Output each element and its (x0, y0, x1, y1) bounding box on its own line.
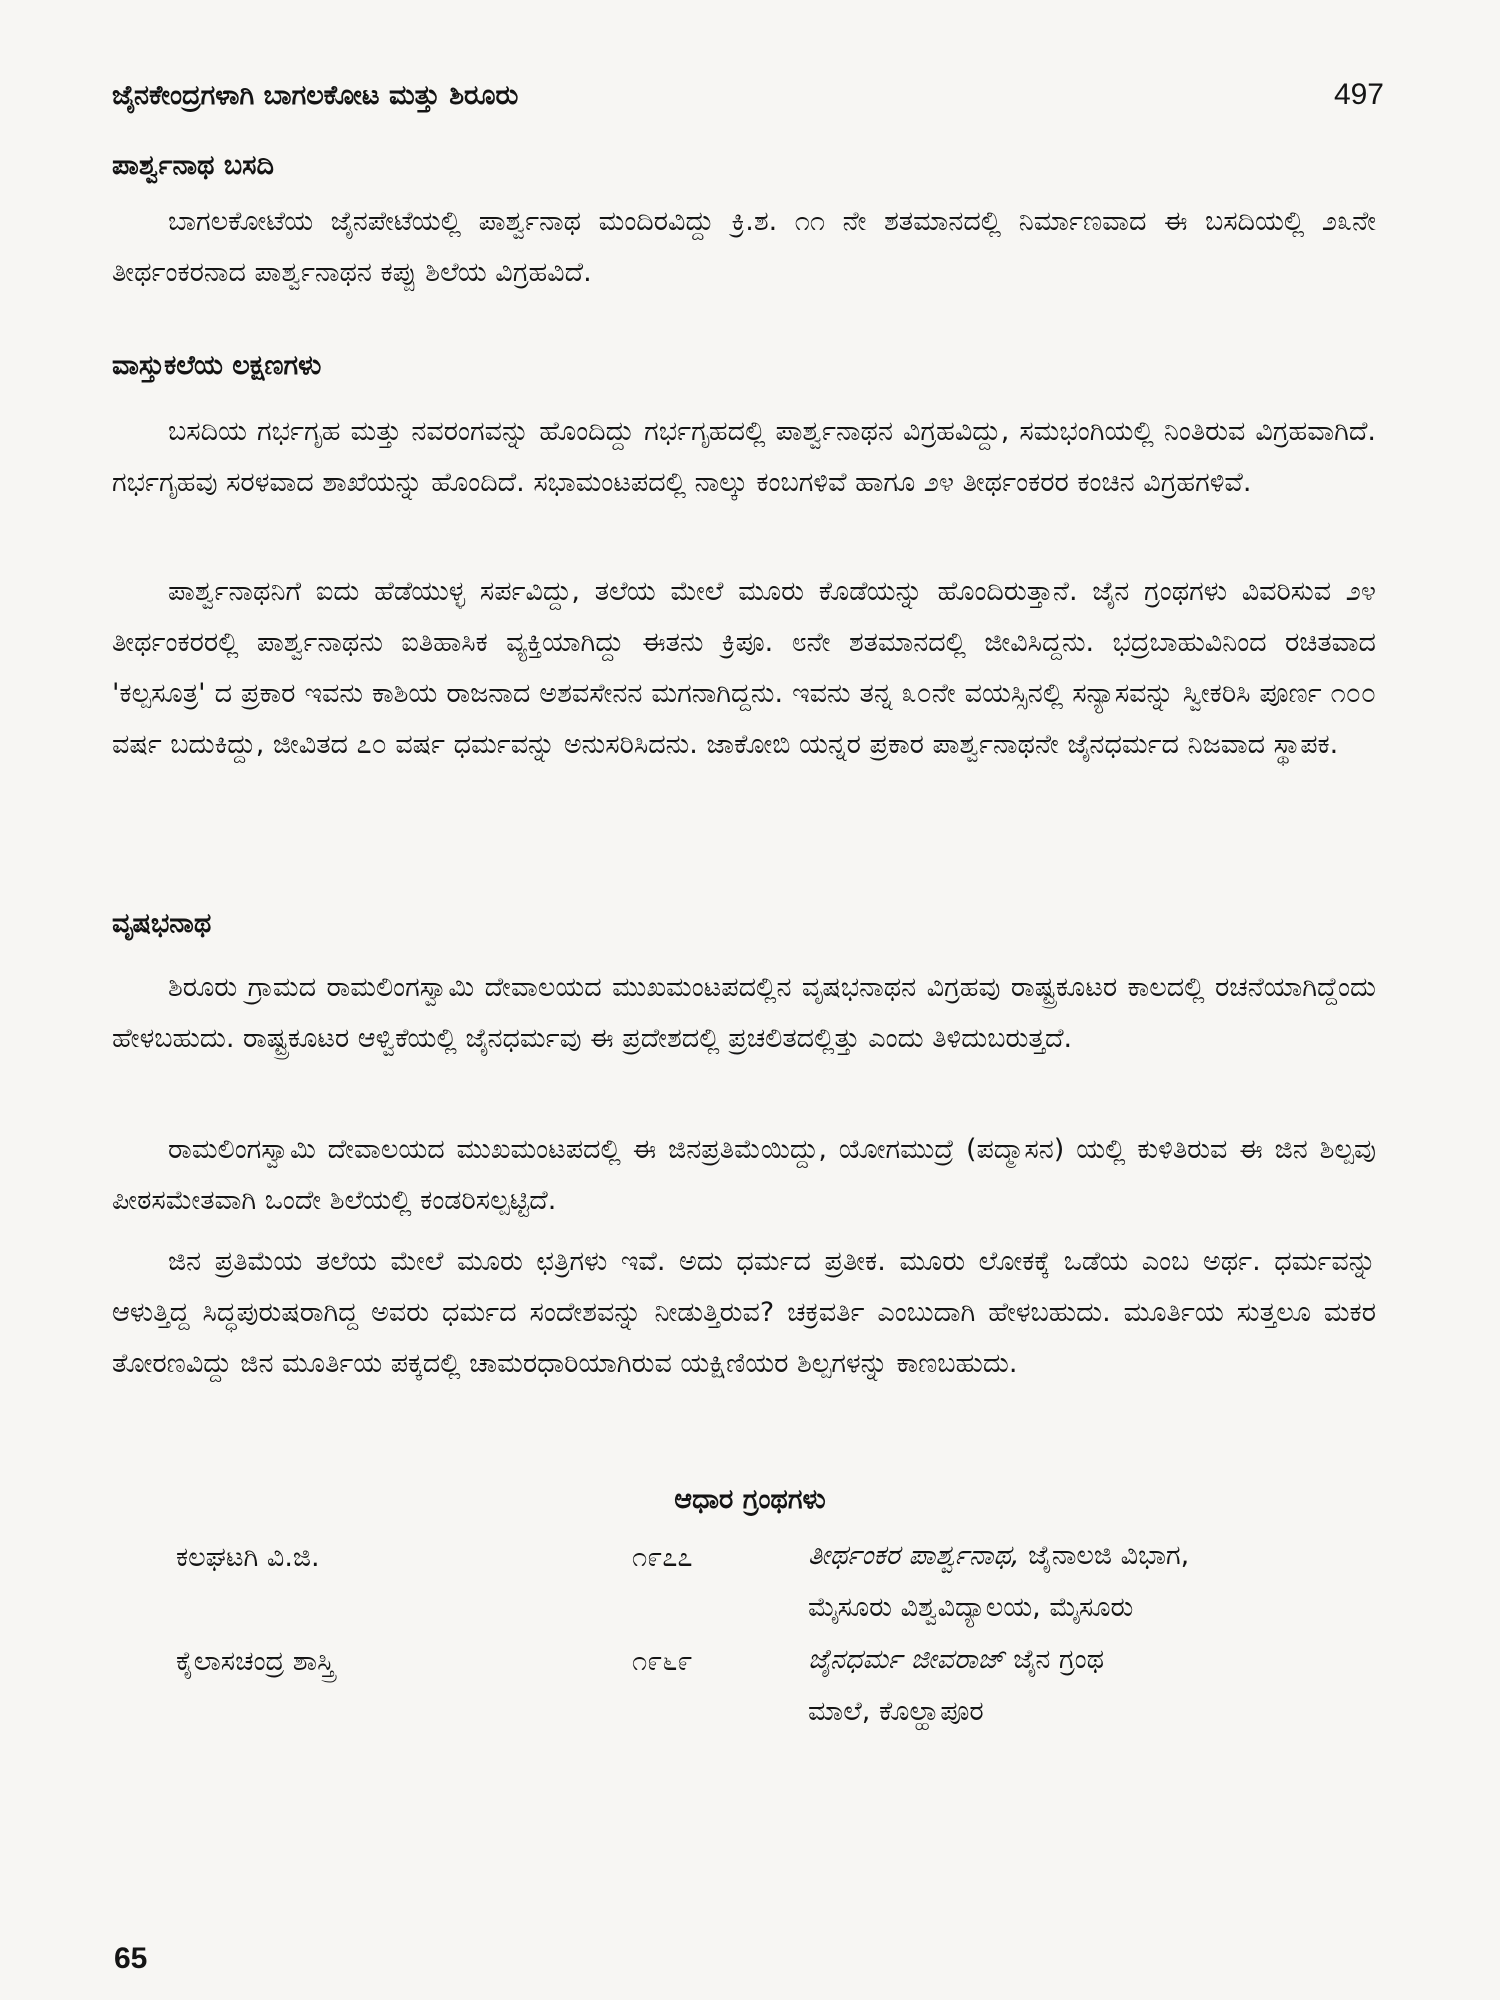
section-heading-vrishabhanatha: ವೃಷಭನಾಥ (112, 908, 212, 939)
paragraph: ರಾಮಲಿಂಗಸ್ವಾಮಿ ದೇವಾಲಯದ ಮುಖಮಂಟಪದಲ್ಲಿ ಈ ಜಿನಪ್ರತಿಮೆಯಿದ್ದು, ಯೋಗಮುದ್ರೆ (ಪದ್ಮಾಸನ) ಯಲ್ಲಿ ಕುಳಿತಿರುವ ಈ ಜಿನ ಶಿಲ್ಪವು ಪೀಠಸಮೇತವಾಗಿ ಒಂದೇ ಶಿಲೆಯಲ್ಲಿ ಕಂಡರಿಸಲ್ಪಟ್ಟಿದೆ. (112, 1134, 1376, 1216)
section-heading-parshvanatha-basadi: ಪಾರ್ಶ್ವನಾಥ ಬಸದಿ (112, 150, 274, 181)
reference-author: ಕಲಘಟಗಿ ವಿ.ಜಿ. (176, 1542, 320, 1573)
reference-title-block (808, 1634, 1368, 1738)
running-title: ಜೈನಕೇಂದ್ರಗಳಾಗಿ ಬಾಗಲಕೋಟ ಮತ್ತು ಶಿರೂರು (112, 80, 519, 111)
reference-year: ೧೯೭೭ (632, 1542, 693, 1573)
page-number: 497 (1333, 78, 1384, 111)
folio-number: 65 (114, 1942, 148, 1975)
reference-title: ಜೈನಧರ್ಮ ಜೀವರಾಜ್ (808, 1644, 1005, 1675)
reference-author: ಕೈಲಾಸಚಂದ್ರ ಶಾಸ್ತ್ರಿ (176, 1646, 335, 1677)
reference-publisher: ಜೈನಾಲಜಿ ವಿಭಾಗ, (1019, 1540, 1190, 1571)
paragraph: ಬಾಗಲಕೋಟೆಯ ಜೈನಪೇಟೆಯಲ್ಲಿ ಪಾರ್ಶ್ವನಾಥ ಮಂದಿರವಿದ್ದು ಕ್ರಿ.ಶ. ೧೧ ನೇ ಶತಮಾನದಲ್ಲಿ ನಿರ್ಮಾಣವಾದ ಈ ಬಸದಿಯಲ್ಲಿ ೨೩ನೇ ತೀರ್ಥಂಕರನಾದ ಪಾರ್ಶ್ವನಾಥನ ಕಪ್ಪು ಶಿಲೆಯ ವಿಗ್ರಹವಿದೆ. (112, 206, 1376, 288)
reference-publisher-place: ಮಾಲೆ, ಕೊಲ್ಹಾಪೂರ (808, 1696, 984, 1727)
section-heading-architecture-features: ವಾಸ್ತುಕಲೆಯ ಲಕ್ಷಣಗಳು (112, 350, 322, 381)
references-heading: ಆಧಾರ ಗ್ರಂಥಗಳು (674, 1484, 826, 1515)
reference-publisher: ಜೈನ ಗ್ರಂಥ (1004, 1644, 1105, 1675)
reference-title: ತೀರ್ಥಂಕರ ಪಾರ್ಶ್ವನಾಥ, (808, 1540, 1020, 1571)
paragraph: ಪಾರ್ಶ್ವನಾಥನಿಗೆ ಐದು ಹೆಡೆಯುಳ್ಳ ಸರ್ಪವಿದ್ದು, ತಲೆಯ ಮೇಲೆ ಮೂರು ಕೊಡೆಯನ್ನು ಹೊಂದಿರುತ್ತಾನೆ. ಜೈನ ಗ್ರಂಥಗಳು ವಿವರಿಸುವ ೨೪ ತೀರ್ಥಂಕರರಲ್ಲಿ ಪಾರ್ಶ್ವನಾಥನು ಐತಿಹಾಸಿಕ ವ್ಯಕ್ತಿಯಾಗಿದ್ದು ಈತನು ಕ್ರಿಪೂ. ೮ನೇ ಶತಮಾನದಲ್ಲಿ ಜೀವಿಸಿದ್ದನು. ಭದ್ರಬಾಹುವಿನಿಂದ ರಚಿತವಾದ 'ಕಲ್ಪಸೂತ್ರ' ದ ಪ್ರಕಾರ ಇವನು ಕಾಶಿಯ ರಾಜನಾದ ಅಶವಸೇನನ ಮಗನಾಗಿದ್ದನು. ಇವನು ತನ್ನ ೩೦ನೇ ವಯಸ್ಸಿನಲ್ಲಿ ಸನ್ಯಾಸವನ್ನು ಸ್ವೀಕರಿಸಿ ಪೂರ್ಣ ೧೦೦ ವರ್ಷ ಬದುಕಿದ್ದು, ಜೀವಿತದ ೭೦ ವರ್ಷ ಧರ್ಮವನ್ನು ಅನುಸರಿಸಿದನು. ಜಾಕೋಬಿ ಯನ್ನರ ಪ್ರಕಾರ ಪಾರ್ಶ್ವನಾಥನೇ ಜೈನಧರ್ಮದ ನಿಜವಾದ ಸ್ಥಾಪಕ. (112, 576, 1376, 760)
reference-publisher-place: ಮೈಸೂರು ವಿಶ್ವವಿದ್ಯಾಲಯ, ಮೈಸೂರು (808, 1592, 1134, 1623)
paragraph: ಜಿನ ಪ್ರತಿಮೆಯ ತಲೆಯ ಮೇಲೆ ಮೂರು ಛತ್ರಿಗಳು ಇವೆ. ಅದು ಧರ್ಮದ ಪ್ರತೀಕ. ಮೂರು ಲೋಕಕ್ಕೆ ಒಡೆಯ ಎಂಬ ಅರ್ಥ. ಧರ್ಮವನ್ನು ಆಳುತ್ತಿದ್ದ ಸಿದ್ಧಪುರುಷರಾಗಿದ್ದ ಅವರು ಧರ್ಮದ ಸಂದೇಶವನ್ನು ನೀಡುತ್ತಿರುವ? ಚಕ್ರವರ್ತಿ ಎಂಬುದಾಗಿ ಹೇಳಬಹುದು. ಮೂರ್ತಿಯ ಸುತ್ತಲೂ ಮಕರ ತೋರಣವಿದ್ದು ಜಿನ ಮೂರ್ತಿಯ ಪಕ್ಕದಲ್ಲಿ ಚಾಮರಧಾರಿಯಾಗಿರುವ ಯಕ್ಷಿಣಿಯರ ಶಿಲ್ಪಗಳನ್ನು ಕಾಣಬಹುದು. (112, 1246, 1376, 1379)
paragraph: ಶಿರೂರು ಗ್ರಾಮದ ರಾಮಲಿಂಗಸ್ವಾಮಿ ದೇವಾಲಯದ ಮುಖಮಂಟಪದಲ್ಲಿನ ವೃಷಭನಾಥನ ವಿಗ್ರಹವು ರಾಷ್ಟ್ರಕೂಟರ ಕಾಲದಲ್ಲಿ ರಚನೆಯಾಗಿದ್ದೆಂದು ಹೇಳಬಹುದು. ರಾಷ್ಟ್ರಕೂಟರ ಆಳ್ವಿಕೆಯಲ್ಲಿ ಜೈನಧರ್ಮವು ಈ ಪ್ರದೇಶದಲ್ಲಿ ಪ್ರಚಲಿತದಲ್ಲಿತ್ತು ಎಂದು ತಿಳಿದುಬರುತ್ತದೆ. (112, 972, 1376, 1054)
reference-title-block (808, 1530, 1368, 1634)
reference-year: ೧೯೬೯ (632, 1646, 693, 1677)
paragraph: ಬಸದಿಯ ಗರ್ಭಗೃಹ ಮತ್ತು ನವರಂಗವನ್ನು ಹೊಂದಿದ್ದು ಗರ್ಭಗೃಹದಲ್ಲಿ ಪಾರ್ಶ್ವನಾಥನ ವಿಗ್ರಹವಿದ್ದು, ಸಮಭಂಗಿಯಲ್ಲಿ ನಿಂತಿರುವ ವಿಗ್ರಹವಾಗಿದೆ. ಗರ್ಭಗೃಹವು ಸರಳವಾದ ಶಾಖೆಯನ್ನು ಹೊಂದಿದೆ. ಸಭಾಮಂಟಪದಲ್ಲಿ ನಾಲ್ಕು ಕಂಬಗಳಿವೆ ಹಾಗೂ ೨೪ ತೀರ್ಥಂಕರರ ಕಂಚಿನ ವಿಗ್ರಹಗಳಿವೆ. (112, 416, 1376, 498)
